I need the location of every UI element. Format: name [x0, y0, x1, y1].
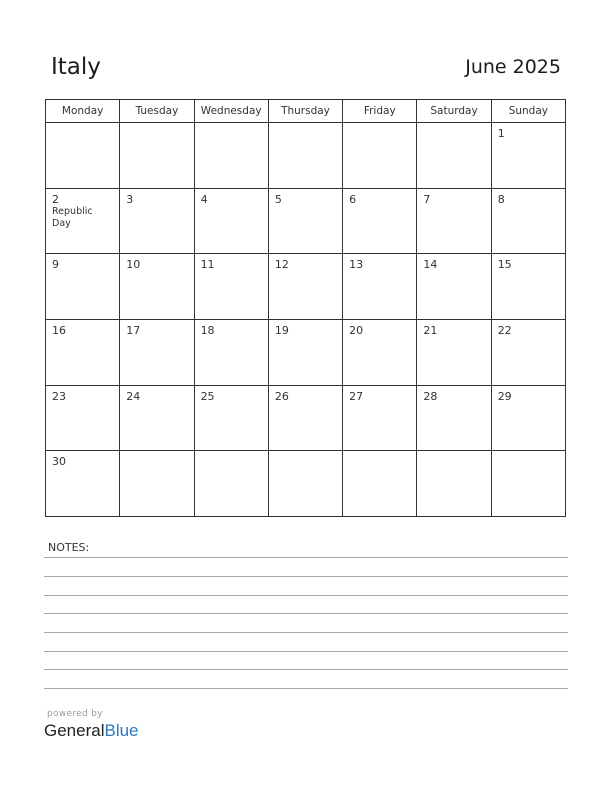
day-number: 3	[126, 192, 134, 206]
week-row	[46, 254, 566, 320]
day-number: 7	[423, 192, 431, 206]
weekday-header: Monday	[46, 100, 120, 123]
weekday-header: Wednesday	[194, 100, 268, 123]
day-cell	[491, 385, 565, 451]
day-cell	[343, 385, 417, 451]
notes-label: NOTES:	[48, 541, 90, 554]
day-cell	[417, 123, 491, 189]
day-number	[269, 451, 342, 455]
day-cell	[194, 451, 268, 517]
day-number: 6	[349, 192, 357, 206]
day-cell	[120, 319, 194, 385]
note-line	[44, 688, 568, 689]
powered-by-text: powered by	[47, 709, 103, 719]
day-cell	[417, 254, 491, 320]
day-number: 26	[274, 389, 289, 403]
day-cell	[194, 188, 268, 254]
month-year-title: June 2025	[465, 56, 561, 78]
note-line	[44, 669, 568, 670]
week-row	[46, 188, 566, 254]
day-number: 14	[423, 258, 438, 272]
weekday-header: Sunday	[491, 100, 565, 123]
note-line	[44, 576, 568, 577]
day-number	[120, 123, 193, 127]
week-row	[46, 319, 566, 385]
day-cell	[491, 451, 565, 517]
day-cell	[46, 385, 120, 451]
day-cell	[268, 319, 342, 385]
day-cell	[268, 451, 342, 517]
day-cell	[120, 385, 194, 451]
day-cell	[417, 451, 491, 517]
note-line	[44, 595, 568, 596]
week-row	[46, 451, 566, 517]
day-number	[269, 123, 342, 127]
day-number	[195, 451, 268, 455]
day-cell	[491, 319, 565, 385]
day-number: 19	[274, 323, 289, 337]
week-row	[46, 123, 566, 189]
day-cell	[343, 188, 417, 254]
day-cell	[491, 123, 565, 189]
day-cell	[46, 188, 120, 254]
day-cell	[194, 385, 268, 451]
day-number: 28	[423, 389, 438, 403]
day-cell	[343, 319, 417, 385]
day-cell	[268, 123, 342, 189]
day-number	[46, 123, 119, 127]
weekday-header-row	[46, 100, 566, 123]
day-cell	[268, 188, 342, 254]
day-cell	[491, 188, 565, 254]
day-number: 11	[200, 258, 215, 272]
day-number: 23	[52, 389, 66, 403]
day-number	[120, 451, 193, 455]
day-number: 16	[52, 323, 66, 337]
day-cell	[46, 123, 120, 189]
weekday-header: Tuesday	[120, 100, 194, 123]
day-cell	[46, 254, 120, 320]
day-number: 17	[126, 323, 141, 337]
day-number: 18	[200, 323, 215, 337]
day-number	[417, 123, 490, 127]
day-cell	[343, 254, 417, 320]
weekday-header: Thursday	[268, 100, 342, 123]
day-number: 12	[274, 258, 289, 272]
day-number: 22	[497, 323, 512, 337]
day-cell	[120, 254, 194, 320]
day-cell	[194, 123, 268, 189]
day-cell	[46, 451, 120, 517]
day-cell	[417, 319, 491, 385]
brand-logo-blue: Blue	[104, 721, 139, 740]
note-line	[44, 557, 568, 558]
day-cell	[417, 188, 491, 254]
day-number: 5	[274, 192, 282, 206]
day-number	[417, 451, 490, 455]
day-cell	[120, 123, 194, 189]
day-number: 10	[126, 258, 141, 272]
week-row	[46, 385, 566, 451]
day-number: 29	[497, 389, 512, 403]
day-cell	[268, 254, 342, 320]
day-number: 24	[126, 389, 141, 403]
day-cell	[194, 319, 268, 385]
day-number: 1	[497, 127, 505, 140]
day-cell	[194, 254, 268, 320]
note-line	[44, 632, 568, 633]
day-number: 25	[200, 389, 215, 403]
day-cell	[268, 385, 342, 451]
brand-logo	[44, 721, 139, 741]
day-number: 4	[200, 192, 208, 206]
day-number: 13	[349, 258, 364, 272]
day-number	[343, 123, 416, 127]
day-cell	[343, 451, 417, 517]
day-number	[343, 451, 416, 455]
day-cell	[491, 254, 565, 320]
day-cell	[120, 188, 194, 254]
day-cell	[120, 451, 194, 517]
day-number	[195, 123, 268, 127]
day-number: 15	[497, 258, 512, 272]
note-line	[44, 651, 568, 652]
country-title: Italy	[51, 54, 101, 80]
holiday-label: Republic Day	[52, 205, 93, 229]
weekday-header: Friday	[343, 100, 417, 123]
day-number	[492, 451, 565, 455]
day-number: 8	[497, 192, 505, 206]
day-number: 21	[423, 323, 438, 337]
day-cell	[46, 319, 120, 385]
note-line	[44, 613, 568, 614]
weekday-header: Saturday	[417, 100, 491, 123]
day-number: 20	[349, 323, 364, 337]
day-cell	[417, 385, 491, 451]
day-number: 9	[52, 258, 59, 272]
brand-logo-general: General	[44, 721, 105, 740]
day-cell	[343, 123, 417, 189]
day-number: 2	[52, 192, 59, 206]
day-number: 27	[349, 389, 364, 403]
day-number: 30	[52, 455, 66, 469]
calendar-grid	[45, 99, 566, 517]
